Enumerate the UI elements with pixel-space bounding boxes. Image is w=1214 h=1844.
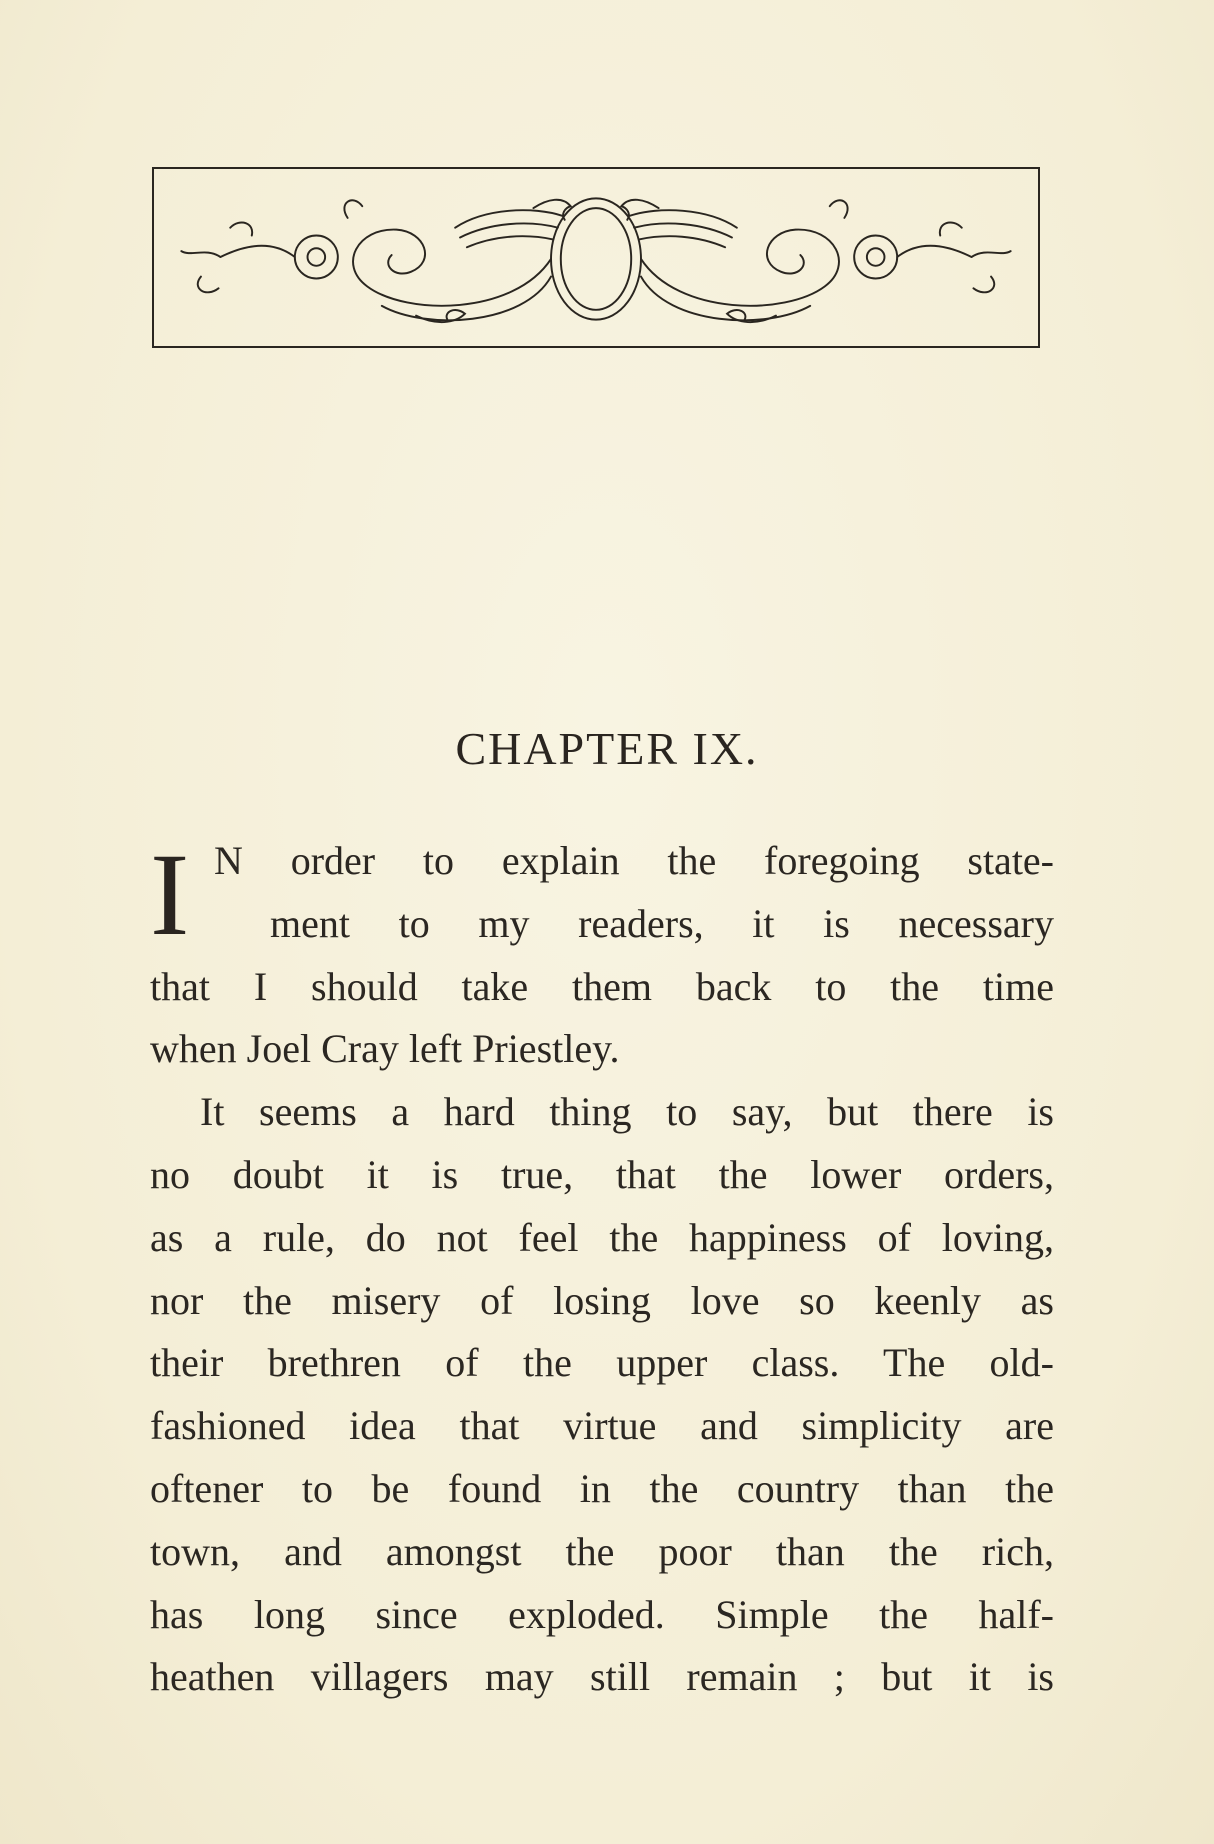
text-line: nor the misery of losing love so keenly as (150, 1277, 1054, 1323)
chapter-title: CHAPTER IX. (455, 723, 759, 774)
dropcap-letter: I (150, 829, 190, 960)
text-line: no doubt it is true, that the lower orders, (150, 1151, 1054, 1197)
text-line: as a rule, do not feel the happiness of loving, (150, 1214, 1054, 1260)
text-line: heathen villagers may still remain ; but it is (150, 1654, 1054, 1700)
text-line: N order to explain the foregoing state- (214, 838, 1054, 883)
dropcap-paragraph (150, 830, 1054, 1081)
text-line: has long since exploded. Simple the half- (150, 1591, 1054, 1637)
text-line: oftener to be found in the country than the (150, 1465, 1054, 1511)
text-line: that I should take them back to the time (150, 963, 1054, 1009)
headpiece-scroll-icon (154, 169, 1038, 346)
ornamental-headpiece-icon (152, 167, 1040, 348)
chapter-body-text (150, 830, 1054, 1709)
text-line: It seems a hard thing to say, but there is (200, 1089, 1054, 1135)
text-line: town, and amongst the poor than the rich, (150, 1528, 1054, 1574)
text-line: fashioned idea that virtue and simplicity are (150, 1403, 1054, 1449)
text-line: when Joel Cray left Priestley. (150, 1026, 620, 1072)
text-line: their brethren of the upper class. The old- (150, 1340, 1054, 1386)
text-line: ment to my readers, it is necessary (270, 900, 1054, 946)
